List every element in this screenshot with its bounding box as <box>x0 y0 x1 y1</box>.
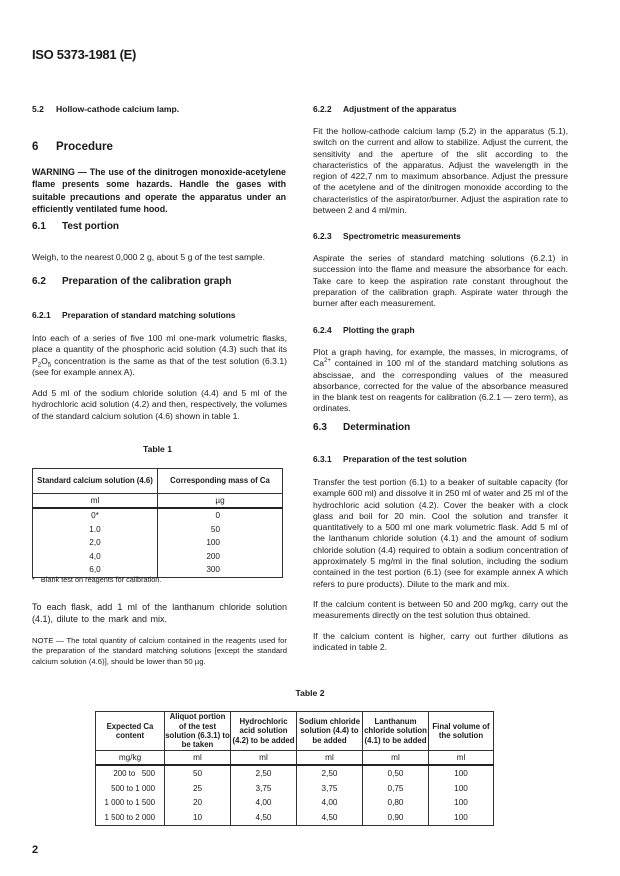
table-cell: 0,50 <box>363 765 429 781</box>
paragraph <box>32 333 287 378</box>
paragraph: Weigh, to the nearest 0,000 2 g, about 5 g of the test sample. <box>32 252 265 262</box>
paragraph: Aspirate the series of standard matching solutions (6.2.1) in succession into the flame and measure the absorbance for each. Take care to keep the aspiration rate constant throughout the preparation of the calibration graph. Aspirate water through the burner after each measurement. <box>313 253 568 309</box>
table-cell: 0,90 <box>363 810 429 825</box>
column-header: Final volume of the solution <box>429 712 494 751</box>
table-row <box>96 796 494 811</box>
table-cell: 50 <box>165 765 231 781</box>
table-row <box>33 523 283 537</box>
section-number: 6 <box>32 141 39 153</box>
table-cell: 1 000 to 1 500 <box>96 796 165 811</box>
table-cell: 100 <box>158 536 283 550</box>
table-cell: 100 <box>429 781 494 796</box>
table-cell: 200 <box>158 550 283 564</box>
unit-cell: ml <box>231 751 297 766</box>
table-cell: 2,50 <box>297 765 363 781</box>
table-cell: 2,0 <box>33 536 158 550</box>
column-header: Aliquot portion of the test solution (6.3.1) to be taken <box>165 712 230 750</box>
section-6-2-1-body <box>32 333 287 422</box>
section-title: Preparation of the calibration graph <box>62 276 232 287</box>
superscript: 2+ <box>324 358 331 365</box>
column-header: Sodium chloride solution (4.4) to be added <box>297 712 363 751</box>
table-cell: 0,75 <box>363 781 429 796</box>
table-cell: 50 <box>158 523 283 537</box>
section-title: Plotting the graph <box>343 325 415 335</box>
section-number: 6.2.4 <box>313 325 332 335</box>
unit-cell: µg <box>158 494 283 509</box>
section-6-1-body <box>32 252 287 263</box>
column-header: Hydrochloric acid solution (4.2) to be added <box>231 712 297 751</box>
column-header: Corresponding mass of Ca <box>158 469 283 494</box>
table-cell: 500 to 1 000 <box>96 781 165 796</box>
table-cell: 4,00 <box>297 796 363 811</box>
table-cell: 0,80 <box>363 796 429 811</box>
section-6-2-4-heading <box>313 325 415 335</box>
unit-cell: mg/kg <box>96 751 165 766</box>
section-6-2-3-heading <box>313 231 461 241</box>
table-row <box>96 810 494 825</box>
table-cell: 2,50 <box>231 765 297 781</box>
after-table-paragraph <box>32 602 287 625</box>
table-cell: 10 <box>165 810 231 825</box>
table-row <box>96 781 494 796</box>
unit-cell: ml <box>33 494 158 509</box>
section-title: Procedure <box>56 141 113 153</box>
table-cell: 4,50 <box>231 810 297 825</box>
section-6-2-2-heading <box>313 104 457 114</box>
column-header: Lanthanum chloride solution (4.1) to be added <box>363 712 429 751</box>
paragraph: Fit the hollow-cathode calcium lamp (5.2) in the apparatus (5.1), switch on the current and allow to stabilize. Adjust the current, the sensitivity and the aperture of the slit according to the characteristics of the apparatus. Adjust the wavelength in the region of 422,7 nm to maximum absorbance. Adjust the pressure of the acetylene and of the dinitrogen monoxide according to the characteristics of the aspirator/burner. Adjust the aspiration rate to between 2 and 4 ml/min. <box>313 126 568 216</box>
section-title: Preparation of standard matching solutions <box>62 310 236 320</box>
section-title: Adjustment of the apparatus <box>343 104 457 114</box>
section-6-3-1-heading <box>313 454 467 464</box>
section-number: 6.2.3 <box>313 231 332 241</box>
paragraph: Add 5 ml of the sodium chloride solution (4.4) and 5 ml of the hydrochloric acid solution (4.2) and then, respectively, the volumes of the standard calcium solution (4.6) shown in table 1. <box>32 388 287 421</box>
unit-cell: ml <box>429 751 494 766</box>
section-title: Spectrometric measurements <box>343 231 461 241</box>
table-cell: 1.0 <box>33 523 158 537</box>
text-run: Into each of a series of five 100 ml one-mark volumetric flasks, place a quantity of the phosphoric acid solution (4.3) such that its P <box>32 333 287 366</box>
table-cell: 4,00 <box>231 796 297 811</box>
section-6-2-3-body <box>313 253 568 309</box>
unit-cell: ml <box>363 751 429 766</box>
table-cell: 100 <box>429 796 494 811</box>
text-run: Plot a graph having, for example, the masses, in micrograms, of Ca <box>313 347 568 369</box>
paragraph <box>313 347 568 415</box>
table-cell: 3,75 <box>231 781 297 796</box>
column-header: Standard calcium solution (4.6) <box>33 469 158 494</box>
table-cell: 3,75 <box>297 781 363 796</box>
table-cell: 4,0 <box>33 550 158 564</box>
table-row <box>96 765 494 781</box>
table-row <box>33 536 283 550</box>
section-title: Test portion <box>62 221 120 232</box>
table-cell: 100 <box>429 810 494 825</box>
section-text: Hollow-cathode calcium lamp. <box>56 104 180 114</box>
text-run: concentration is the same as that of the test solution (6.3.1) (see for example annex A). <box>32 355 287 377</box>
table-cell: 6,0 <box>33 563 158 577</box>
table-1-caption: Table 1 <box>143 444 172 454</box>
section-title: Preparation of the test solution <box>343 454 467 464</box>
section-5-2 <box>32 104 179 114</box>
section-6-heading <box>32 141 113 153</box>
subscript: 5 <box>47 362 52 369</box>
section-number: 6.2.1 <box>32 310 51 320</box>
table-cell: 4,50 <box>297 810 363 825</box>
section-6-2-1-heading <box>32 310 236 320</box>
section-number: 5.2 <box>32 104 44 114</box>
table-cell: 0* <box>33 508 158 523</box>
section-6-2-4-body <box>313 347 568 415</box>
table-2-caption: Table 2 <box>295 688 325 698</box>
paragraph: Transfer the test portion (6.1) to a beaker of suitable capacity (for example 600 ml) and dissolve it in 250 ml of water and 25 ml of the hydrochloric acid solution (4.2). Cover the beaker with a clock glass and boil for 20 min. Cool the solution and transfer it quantitatively to a 500 ml one mark volumetric flask. Add 5 ml of the lanthanum chloride solution (4.1) and the amount of sodium chloride solution (4.4) required to obtain a sodium concentration of approximately 5 mg/ml in the final solution, including the sodium contained in the test portion (6.1) (see for example annex A which refers to pure products). Dilute to the mark and mix. <box>313 477 568 589</box>
table-row <box>33 550 283 564</box>
paragraph: If the calcium content is between 50 and 200 mg/kg, carry out the measurements directly on the test solution thus obtained. <box>313 598 568 621</box>
table-cell: 200 to 500 <box>96 765 165 781</box>
table-row <box>33 508 283 523</box>
warning-text: WARNING — The use of the dinitrogen monoxide-acetylene flame presents some hazards. Handle the gases with suitable precautions and operate the apparatus under an efficiently ventilated fume hood. <box>32 167 286 214</box>
table-cell: 300 <box>158 563 283 577</box>
section-6-3-1-body <box>313 477 568 653</box>
table-cell: 100 <box>429 765 494 781</box>
unit-cell: ml <box>165 751 231 766</box>
table-cell: 0 <box>158 508 283 523</box>
paragraph: If the calcium content is higher, carry out further dilutions as indicated in table 2. <box>313 630 568 652</box>
table-1-footnote: * Blank test on reagents for calibration. <box>32 575 162 584</box>
table-2 <box>95 711 494 826</box>
table-cell: 20 <box>165 796 231 811</box>
column-header: Expected Ca content <box>96 712 165 751</box>
unit-cell: ml <box>297 751 363 766</box>
text-run: contained in 100 ml of the standard matching solutions as abscissae, and the corresponding values of the measured absorbance, corrected for the value of the absorbance measured in the blank test on reagents for calibration (6.2.1 — zero term), as ordinates. <box>313 358 568 414</box>
section-title: Determination <box>343 422 411 433</box>
subscript: 2 <box>37 362 42 369</box>
page-number: 2 <box>32 844 39 856</box>
note-text: NOTE — The total quantity of calcium contained in the reagents used for the preparation of the standard matching solutions [except the standard calcium solution (4.6)], should be lower than 50 µg. <box>32 636 287 666</box>
table-cell: 1 500 to 2 000 <box>96 810 165 825</box>
table-1 <box>32 468 283 578</box>
section-6-2-2-body <box>313 126 568 216</box>
paragraph: To each flask, add 1 ml of the lanthanum chloride solution (4.1), dilute to the mark and mix. <box>32 602 287 624</box>
section-number: 6.2.2 <box>313 104 332 114</box>
text-run: O <box>41 355 48 366</box>
section-number: 6.3.1 <box>313 454 332 464</box>
document-id: ISO 5373-1981 (E) <box>32 47 137 62</box>
table-cell: 25 <box>165 781 231 796</box>
